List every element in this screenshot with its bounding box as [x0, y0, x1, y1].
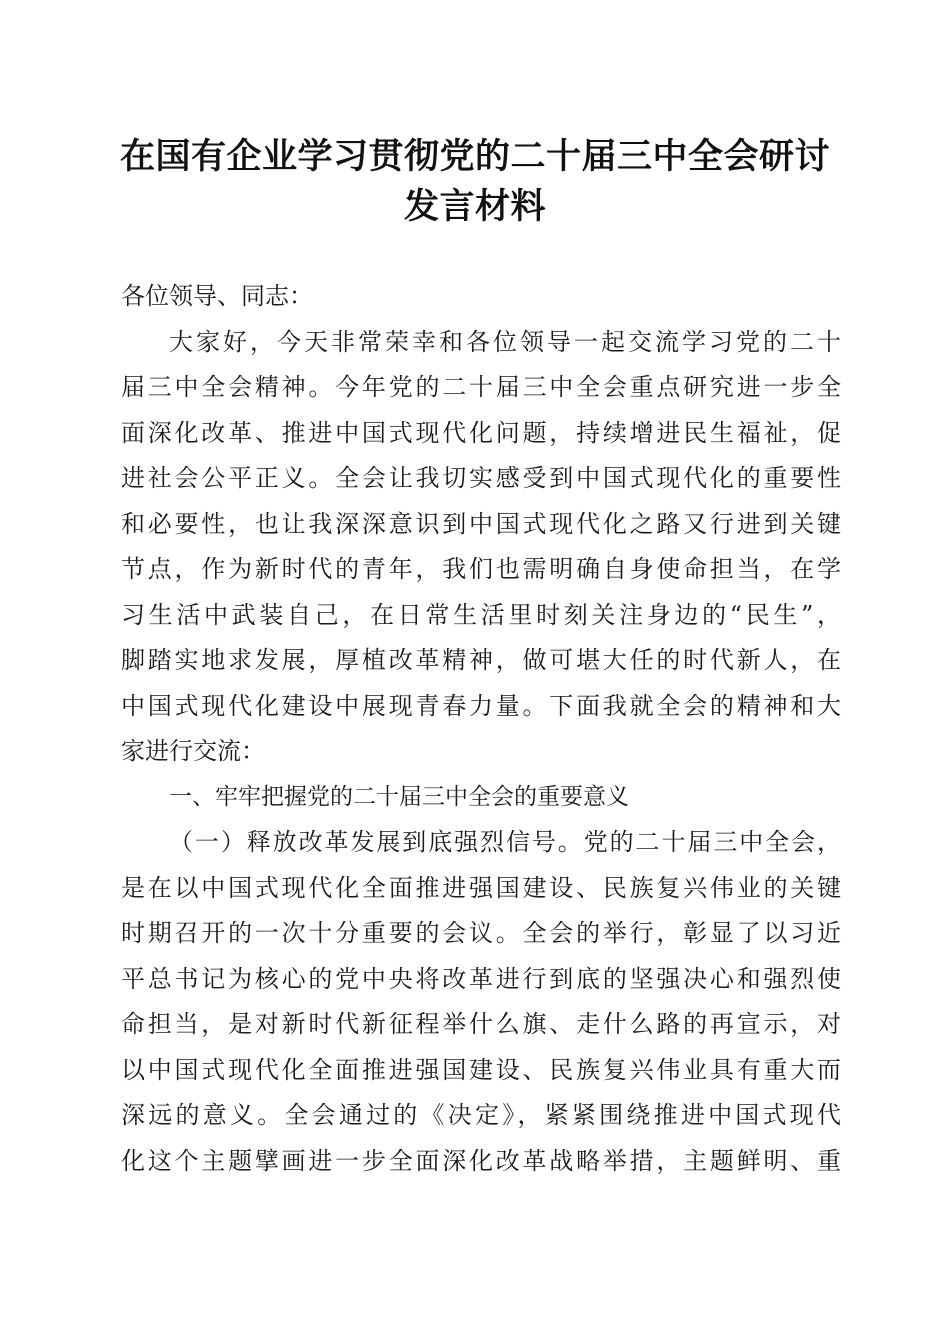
intro-line: 习生活中武装自己，在日常生活里时刻关注身边的“民生”， [121, 600, 841, 629]
subsection-line: 深远的意义。全会通过的《决定》，紧紧围绕推进中国式现代 [121, 1101, 841, 1129]
intro-line: 届三中全会精神。今年党的二十届三中全会重点研究进一步全 [121, 373, 841, 401]
intro-line: 中国式现代化建设中展现青春力量。下面我就全会的精神和大 [121, 691, 841, 720]
intro-line: 和必要性，也让我深深意识到中国式现代化之路又行进到关键 [121, 509, 841, 538]
subsection-line: 是在以中国式现代化全面推进强国建设、民族复兴伟业的关键 [121, 873, 841, 902]
intro-line: 大家好，今天非常荣幸和各位领导一起交流学习党的二十 [169, 327, 841, 356]
subsection-line: 以中国式现代化全面推进强国建设、民族复兴伟业具有重大而 [121, 1055, 841, 1084]
subsection-line: 平总书记为核心的党中央将改革进行到底的坚强决心和强烈使 [121, 964, 841, 993]
salutation: 各位领导、同志： [121, 282, 313, 310]
title-line-1: 在国有企业学习贯彻党的二十届三中全会研讨 [119, 136, 830, 177]
intro-line: 节点，作为新时代的青年，我们也需明确自身使命担当，在学 [121, 555, 841, 583]
document-title [110, 132, 840, 232]
subsection-line: 化这个主题擘画进一步全面深化改革战略举措，主题鲜明、重 [121, 1146, 841, 1175]
subsection-line: 时期召开的一次十分重要的会议。全会的举行，彰显了以习近 [121, 919, 841, 947]
section-heading: 一、牢牢把握党的二十届三中全会的重要意义 [169, 783, 629, 810]
intro-line: 家进行交流： [121, 737, 265, 765]
intro-line: 进社会公平正义。全会让我切实感受到中国式现代化的重要性 [121, 464, 841, 492]
title-line-2: 发言材料 [403, 186, 546, 227]
intro-line: 面深化改革、推进中国式现代化问题，持续增进民生福祉，促 [121, 418, 841, 447]
document-body [121, 274, 841, 1184]
subsection-line: （一）释放改革发展到底强烈信号。党的二十届三中全会， [169, 828, 841, 856]
subsection-line: 命担当，是对新时代新征程举什么旗、走什么路的再宣示，对 [121, 1010, 841, 1038]
intro-line: 脚踏实地求发展，厚植改革精神，做可堪大任的时代新人，在 [121, 646, 841, 674]
